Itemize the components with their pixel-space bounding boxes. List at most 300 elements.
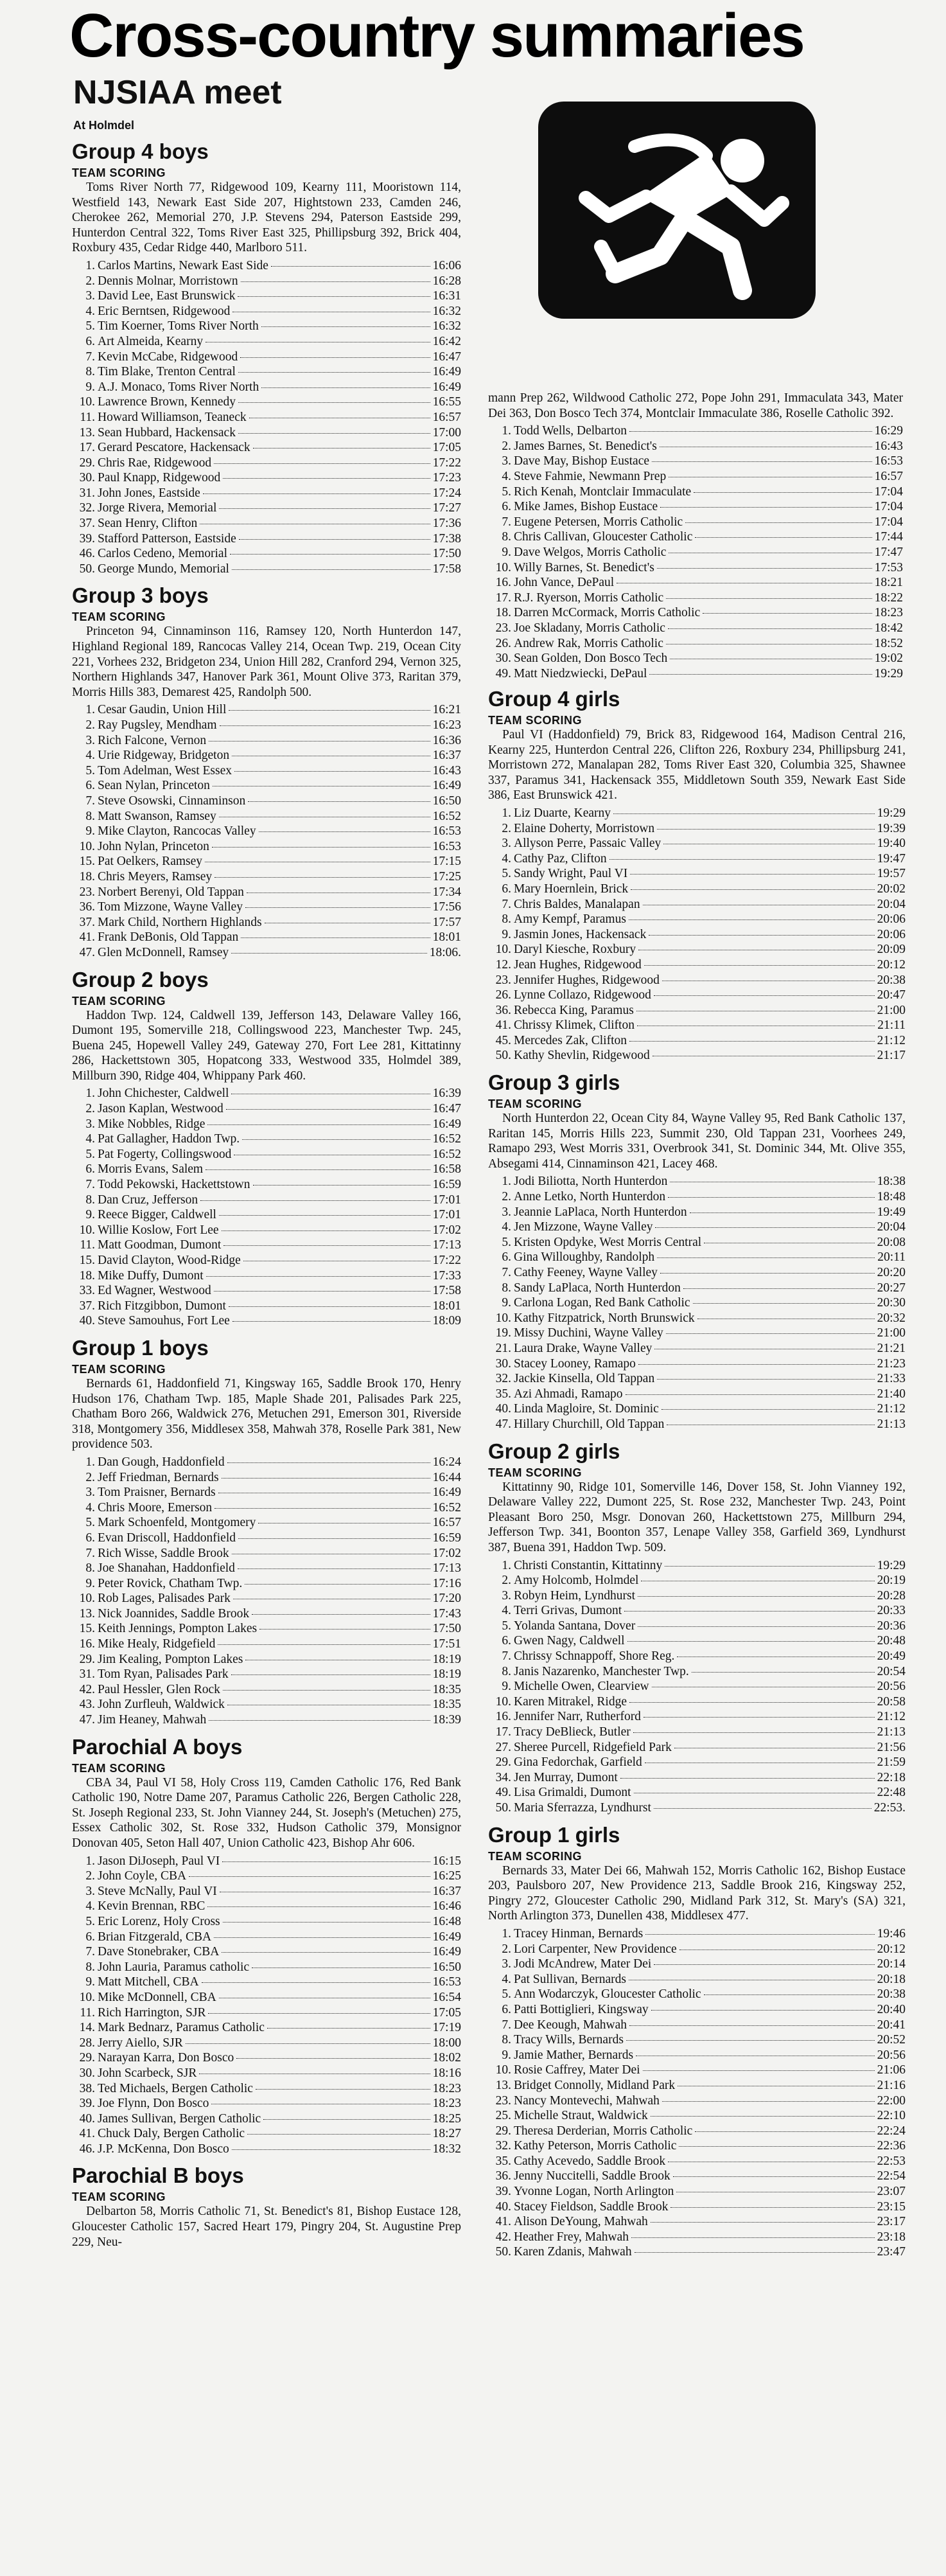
result-row	[488, 1189, 906, 1205]
result-rank: 1.	[85, 1854, 95, 1868]
result-row	[488, 545, 903, 560]
result-time: 18:02	[432, 2051, 461, 2065]
result-rank: 16.	[495, 576, 511, 590]
result-rank: 4.	[502, 1220, 511, 1234]
result-time: 22:00	[877, 2093, 906, 2108]
result-row	[488, 836, 906, 851]
result-rank: 40.	[495, 1402, 511, 1416]
result-rank: 46.	[79, 547, 95, 561]
result-rank: 5.	[85, 1147, 95, 1161]
result-rank: 29.	[495, 1755, 511, 1770]
result-rank: 41.	[79, 2127, 95, 2141]
result-rank: 36.	[79, 900, 95, 914]
result-rank: 3.	[502, 454, 511, 468]
result-rank: 29.	[79, 1652, 95, 1666]
dot-leader	[231, 1674, 430, 1675]
result-name: Jodi McAndrew, Mater Dei	[514, 1957, 652, 1971]
result-time: 23:18	[877, 2230, 906, 2244]
result-name: Howard Williamson, Teaneck	[98, 410, 247, 424]
result-name: Chris Moore, Emerson	[98, 1500, 213, 1515]
result-time: 20:20	[877, 1266, 906, 1279]
dot-leader	[245, 1584, 430, 1585]
result-time: 20:49	[877, 1649, 906, 1664]
result-rank: 40.	[79, 2111, 95, 2126]
result-time: 18:23	[432, 2097, 461, 2111]
dot-leader	[657, 829, 874, 830]
dot-leader	[683, 1288, 875, 1289]
dot-leader	[627, 1641, 875, 1642]
result-name: George Mundo, Memorial	[98, 562, 229, 576]
result-rank: 38.	[79, 2081, 95, 2095]
race-section	[488, 1439, 906, 1816]
section-title: Parochial A boys	[72, 1734, 243, 1759]
result-time: 23:17	[877, 2215, 906, 2229]
result-row	[488, 529, 903, 545]
result-rank: 17.	[495, 591, 511, 605]
race-section	[72, 967, 461, 1329]
result-name: Lawrence Brown, Kennedy	[98, 395, 236, 409]
team-scoring-label: TEAM SCORING	[488, 714, 582, 727]
result-row	[488, 1770, 906, 1786]
result-rank: 6.	[502, 500, 511, 514]
result-time: 18:35	[432, 1682, 461, 1696]
result-name: Jim Heaney, Mahwah	[98, 1713, 207, 1727]
result-name: Rich Fitzgibbon, Dumont	[98, 1299, 226, 1313]
result-time: 20:30	[877, 1296, 906, 1310]
result-name: Rob Lages, Palisades Park	[98, 1592, 231, 1606]
result-name: A.J. Monaco, Toms River North	[98, 380, 259, 394]
dot-leader	[638, 1364, 875, 1365]
result-name: Cathy Paz, Clifton	[514, 851, 607, 866]
result-name: Reece Bigger, Caldwell	[98, 1208, 216, 1222]
result-name: Jennifer Hughes, Ridgewood	[514, 973, 660, 987]
result-rank: 32.	[79, 501, 95, 515]
result-name: Kathy Fitzpatrick, North Brunswick	[514, 1311, 695, 1325]
result-rank: 40.	[79, 1314, 95, 1328]
result-time: 16:49	[432, 779, 461, 793]
result-rank: 10.	[79, 839, 95, 853]
result-rank: 50.	[495, 1801, 511, 1815]
dot-leader	[649, 674, 872, 675]
result-row	[72, 1682, 461, 1698]
dot-leader	[239, 539, 430, 540]
result-name: Pat Sullivan, Bernards	[514, 1972, 626, 1986]
result-name: Todd Pekowski, Hackettstown	[98, 1178, 250, 1192]
result-rank: 5.	[502, 1619, 511, 1633]
result-rank: 36.	[495, 2169, 511, 2183]
result-name: Jason Kaplan, Westwood	[98, 1102, 223, 1116]
dot-leader	[203, 493, 430, 494]
result-name: Dee Keough, Mahwah	[514, 2018, 627, 2032]
dot-leader	[215, 1508, 430, 1509]
result-row	[488, 1265, 906, 1281]
result-time: 17:44	[874, 530, 903, 544]
result-time: 17:51	[432, 1637, 461, 1651]
result-row	[72, 1621, 461, 1637]
dot-leader	[654, 1964, 874, 1965]
result-name: Jerry Aiello, SJR	[98, 2036, 183, 2050]
result-time: 19:29	[877, 806, 906, 820]
result-rank: 2.	[85, 1869, 95, 1883]
result-name: Andrew Rak, Morris Catholic	[514, 636, 663, 650]
result-time: 19:29	[874, 666, 903, 680]
results-list	[488, 1926, 906, 2260]
result-rank: 35.	[495, 2154, 511, 2168]
result-time: 20:32	[877, 1311, 906, 1325]
result-name: Gina Fedorchak, Garfield	[514, 1755, 642, 1770]
result-name: J.P. McKenna, Don Bosco	[98, 2142, 229, 2156]
result-name: Dave Stonebraker, CBA	[98, 1945, 220, 1959]
result-name: Pat Gallagher, Haddon Twp.	[98, 1132, 240, 1146]
dot-leader	[685, 522, 872, 523]
result-row	[72, 1854, 461, 1869]
dot-leader	[240, 357, 430, 358]
result-time: 18:01	[432, 1299, 461, 1313]
result-rank: 10.	[79, 395, 95, 409]
result-row	[488, 621, 903, 636]
result-rank: 6.	[502, 882, 511, 896]
result-rank: 13.	[79, 425, 95, 440]
result-row	[72, 1455, 461, 1470]
dot-leader	[629, 1702, 875, 1703]
result-rank: 4.	[502, 1604, 511, 1618]
result-name: Tracy Wills, Bernards	[514, 2033, 624, 2047]
result-rank: 7.	[502, 515, 511, 529]
result-row	[72, 1223, 461, 1238]
result-time: 18:38	[877, 1175, 906, 1189]
dot-leader	[214, 463, 430, 464]
result-rank: 10.	[495, 1311, 511, 1325]
result-row	[72, 1637, 461, 1652]
result-time: 16:57	[432, 410, 461, 424]
dot-leader	[230, 554, 430, 555]
result-name: Matt Mitchell, CBA	[98, 1975, 199, 1989]
result-name: Steve Fahmie, Newmann Prep	[514, 469, 667, 483]
result-time: 16:59	[432, 1531, 461, 1545]
result-time: 17:19	[432, 2021, 461, 2035]
result-name: John Lauria, Paramus catholic	[98, 1960, 250, 1974]
result-rank: 5.	[502, 1987, 511, 2002]
dot-leader	[609, 859, 875, 860]
result-time: 17:15	[432, 855, 461, 869]
result-time: 16:52	[432, 809, 461, 823]
result-row	[72, 748, 461, 763]
result-rank: 6.	[85, 334, 95, 348]
team-scoring-label: TEAM SCORING	[72, 610, 166, 624]
team-scoring-text: North Hunterdon 22, Ocean City 84, Wayne Valley 95, Red Bank Catholic 137, Raritan 145, Morris Hills 223, Summit 230, Old Tappan 231, Voorhees 249, Ramapo 293, West Morris 331, Overbrook 341, St. Dominic 344, Mt. Olive 355, Absegami 414, Cinnaminson 421, Lacey 468.	[488, 1112, 906, 1171]
result-name: Jason DiJoseph, Paul VI	[98, 1854, 220, 1868]
result-name: Anne Letko, North Hunterdon	[514, 1190, 666, 1204]
result-name: Willie Koslow, Fort Lee	[98, 1223, 219, 1237]
result-time: 18:23	[874, 606, 903, 620]
results-list	[72, 1086, 461, 1329]
result-name: Chris Meyers, Ramsey	[98, 869, 213, 884]
dot-leader	[241, 281, 430, 282]
dot-leader	[626, 2040, 875, 2041]
result-time: 22:24	[877, 2124, 906, 2138]
result-row	[72, 486, 461, 501]
result-rank: 10.	[495, 1694, 511, 1709]
result-time: 16:44	[432, 1470, 461, 1484]
result-rank: 7.	[502, 897, 511, 911]
result-rank: 30.	[79, 471, 95, 485]
result-time: 16:15	[432, 1854, 461, 1868]
result-rank: 23.	[495, 973, 511, 987]
team-scoring-text: Delbarton 58, Morris Catholic 71, St. Benedict's 81, Bishop Eustace 128, Gloucester Catholic 157, Sacred Heart 179, Pingry 204, St. Augustine Prep 229, Neu-	[72, 2205, 461, 2249]
result-time: 20:06	[877, 912, 906, 927]
dot-leader	[223, 1922, 430, 1923]
result-time: 20:11	[877, 1250, 906, 1265]
result-rank: 9.	[85, 1975, 95, 1989]
result-time: 21:13	[877, 1417, 906, 1431]
result-name: Jasmin Jones, Hackensack	[514, 927, 647, 941]
result-time: 20:27	[877, 1281, 906, 1295]
result-row	[72, 516, 461, 531]
result-row	[72, 839, 461, 855]
result-row	[72, 470, 461, 486]
result-rank: 9.	[502, 1680, 511, 1694]
result-rank: 6.	[85, 1531, 95, 1545]
dot-leader	[238, 433, 430, 434]
result-rank: 6.	[85, 1162, 95, 1177]
result-name: Nancy Montevechi, Mahwah	[514, 2093, 660, 2108]
result-time: 18:19	[432, 1652, 461, 1666]
dot-leader	[186, 2043, 430, 2044]
result-row	[488, 1558, 906, 1574]
result-row	[72, 395, 461, 410]
team-scoring-text: CBA 34, Paul VI 58, Holy Cross 119, Camden Catholic 176, Red Bank Catholic 190, Notre Dame 207, Paramus Catholic 226, Bergen Catholic 228, St. Joseph Regional 233, St. John Vianney 244, St. Joseph's (Metuchen) 275, Essex Catholic 302, St. Rose 332, Hudson Catholic 379, Monsignor Donovan 405, Seton Hall 407, Union Catholic 423, Bishop Ahr 606.	[72, 1775, 461, 1850]
result-rank: 40.	[495, 2199, 511, 2214]
result-time: 18:25	[432, 2111, 461, 2126]
result-row	[72, 1667, 461, 1682]
result-row	[488, 605, 903, 621]
result-name: Evan Driscoll, Haddonfield	[98, 1531, 236, 1545]
dot-leader	[259, 1629, 430, 1630]
dot-leader	[206, 1169, 430, 1170]
result-name: Allyson Perre, Passaic Valley	[514, 837, 661, 851]
dot-leader	[267, 2028, 430, 2029]
results-list	[488, 1174, 906, 1432]
result-rank: 47.	[79, 945, 95, 959]
result-name: Carlos Martins, Newark East Side	[98, 258, 268, 272]
result-rank: 30.	[495, 652, 511, 666]
result-rank: 1.	[502, 806, 511, 820]
result-time: 16:50	[432, 794, 461, 808]
result-rank: 3.	[85, 733, 95, 747]
results-list	[72, 702, 461, 960]
result-row	[72, 1238, 461, 1253]
runner-icon	[538, 102, 816, 319]
result-row	[488, 1174, 906, 1189]
result-time: 16:36	[432, 733, 461, 747]
result-time: 16:47	[432, 1102, 461, 1116]
result-rank: 5.	[85, 763, 95, 777]
dot-leader	[236, 2058, 430, 2059]
dot-leader	[202, 1982, 430, 1983]
result-row	[488, 1588, 906, 1604]
result-time: 22:10	[877, 2109, 906, 2123]
result-name: Jen Mizzone, Wayne Valley	[514, 1220, 653, 1234]
result-time: 16:24	[432, 1455, 461, 1469]
result-rank: 9.	[85, 1208, 95, 1222]
result-name: Steve Osowski, Cinnaminson	[98, 794, 246, 808]
race-section	[488, 1822, 906, 2260]
result-time: 16:06	[432, 258, 461, 272]
result-time: 16:49	[432, 1486, 461, 1500]
dot-leader	[220, 725, 430, 726]
result-time: 21:17	[877, 1049, 906, 1063]
result-time: 22:53	[877, 2154, 906, 2168]
results-list	[72, 1854, 461, 2157]
section-title: Group 2 girls	[488, 1439, 620, 1463]
result-row	[72, 2111, 461, 2127]
result-row	[488, 484, 903, 500]
dot-leader	[645, 1934, 874, 1935]
result-rank: 1.	[85, 1087, 95, 1101]
result-time: 20:38	[877, 973, 906, 987]
result-name: Matt Goodman, Dumont	[98, 1238, 222, 1252]
result-row	[72, 1531, 461, 1546]
result-name: Mike Healy, Ridgefield	[98, 1637, 216, 1651]
result-time: 17:23	[432, 471, 461, 485]
result-name: Paul Knapp, Ridgewood	[98, 471, 221, 485]
parochial-b-scoring-continued: mann Prep 262, Wildwood Catholic 272, Pope John 291, Immaculata 343, Mater Dei 363, Don Bosco Tech 374, Montclair Immaculate 386, Roselle Catholic 392.	[488, 391, 903, 420]
result-row	[488, 1387, 906, 1402]
result-rank: 41.	[495, 2215, 511, 2229]
dot-leader	[218, 1644, 430, 1645]
result-name: Sean Hubbard, Hackensack	[98, 425, 236, 440]
result-name: Dennis Molnar, Morristown	[98, 274, 238, 288]
result-name: Rich Kenah, Montclair Immaculate	[514, 484, 692, 499]
dot-leader	[666, 1333, 875, 1334]
result-name: Nick Joannides, Saddle Brook	[98, 1606, 250, 1621]
result-rank: 46.	[79, 2142, 95, 2156]
result-time: 21:56	[877, 1740, 906, 1754]
result-time: 18:52	[874, 636, 903, 650]
dot-leader	[630, 874, 874, 875]
result-time: 20:04	[877, 1220, 906, 1234]
result-row	[72, 1268, 461, 1284]
result-time: 19:29	[877, 1558, 906, 1572]
result-time: 18:39	[432, 1713, 461, 1727]
result-name: Frank DeBonis, Old Tappan	[98, 930, 239, 945]
result-time: 22:36	[877, 2139, 906, 2153]
dot-leader	[226, 1109, 430, 1110]
result-rank: 34.	[495, 1770, 511, 1784]
dot-leader	[644, 1717, 875, 1718]
result-rank: 6.	[502, 2002, 511, 2016]
dot-leader	[654, 995, 875, 996]
result-name: Glen McDonnell, Ramsey	[98, 945, 229, 959]
result-row	[72, 2005, 461, 2021]
result-row	[72, 778, 461, 794]
result-name: John Zurfleuh, Waldwick	[98, 1698, 225, 1712]
right-column	[488, 686, 906, 2266]
result-name: Kristen Opdyke, West Morris Central	[514, 1235, 702, 1249]
result-rank: 3.	[85, 1486, 95, 1500]
result-name: Mike Nobbles, Ridge	[98, 1117, 206, 1131]
result-name: John Jones, Eastside	[98, 486, 200, 500]
result-rank: 8.	[85, 1561, 95, 1576]
result-time: 17:56	[432, 900, 461, 914]
result-row	[488, 957, 906, 973]
dot-leader	[643, 2070, 875, 2071]
result-row	[488, 1942, 906, 1957]
result-row	[488, 1235, 906, 1250]
dot-leader	[229, 710, 430, 711]
result-rank: 1.	[502, 1175, 511, 1189]
section-title: Group 1 boys	[72, 1335, 209, 1360]
result-time: 16:52	[432, 1147, 461, 1161]
result-row	[488, 515, 903, 530]
result-row	[488, 973, 906, 988]
dot-leader	[692, 1672, 875, 1673]
result-time: 16:53	[874, 454, 903, 468]
result-name: Carlona Logan, Red Bank Catholic	[514, 1296, 690, 1310]
result-time: 16:53	[432, 839, 461, 853]
result-row	[488, 1311, 906, 1326]
dot-leader	[665, 1566, 874, 1567]
result-time: 16:49	[432, 1945, 461, 1959]
result-name: Dave May, Bishop Eustace	[514, 454, 650, 468]
dot-leader	[657, 568, 872, 569]
result-rank: 8.	[502, 530, 511, 544]
result-name: Rosie Caffrey, Mater Dei	[514, 2063, 640, 2077]
result-row	[488, 2199, 906, 2215]
result-row	[488, 897, 906, 912]
result-row	[488, 1800, 906, 1816]
result-time: 20:14	[877, 1957, 906, 1971]
result-row	[72, 1546, 461, 1561]
result-time: 18:35	[432, 1698, 461, 1712]
result-row	[488, 1295, 906, 1311]
result-row	[72, 1177, 461, 1193]
result-rank: 39.	[79, 2097, 95, 2111]
result-row	[488, 423, 903, 439]
dot-leader	[624, 1611, 874, 1612]
result-time: 20:04	[877, 897, 906, 911]
result-time: 22:53.	[873, 1801, 906, 1815]
result-rank: 5.	[85, 319, 95, 333]
result-row	[72, 319, 461, 334]
result-time: 16:57	[874, 469, 903, 483]
result-row	[488, 2230, 906, 2245]
result-row	[72, 440, 461, 456]
result-name: Patti Bottiglieri, Kingsway	[514, 2002, 649, 2016]
result-time: 21:12	[877, 1710, 906, 1724]
result-row	[488, 1341, 906, 1356]
result-rank: 32.	[495, 2139, 511, 2153]
result-name: Matt Niedzwiecki, DePaul	[514, 666, 647, 680]
result-name: Art Almeida, Kearny	[98, 334, 204, 348]
result-row	[488, 2244, 906, 2260]
result-row	[72, 1207, 461, 1223]
result-rank: 37.	[79, 1299, 95, 1313]
result-time: 22:54	[877, 2169, 906, 2183]
result-rank: 6.	[85, 779, 95, 793]
result-row	[488, 821, 906, 837]
result-row	[72, 425, 461, 441]
result-row	[488, 1633, 906, 1649]
result-time: 18:21	[874, 576, 903, 590]
result-rank: 30.	[495, 1356, 511, 1371]
result-name: Mark Bednarz, Paramus Catholic	[98, 2021, 265, 2035]
result-name: Lori Carpenter, New Providence	[514, 1942, 677, 1956]
result-row	[72, 1990, 461, 2005]
result-name: Sean Golden, Don Bosco Tech	[514, 652, 668, 666]
result-row	[72, 1470, 461, 1486]
result-time: 17:50	[432, 547, 461, 561]
